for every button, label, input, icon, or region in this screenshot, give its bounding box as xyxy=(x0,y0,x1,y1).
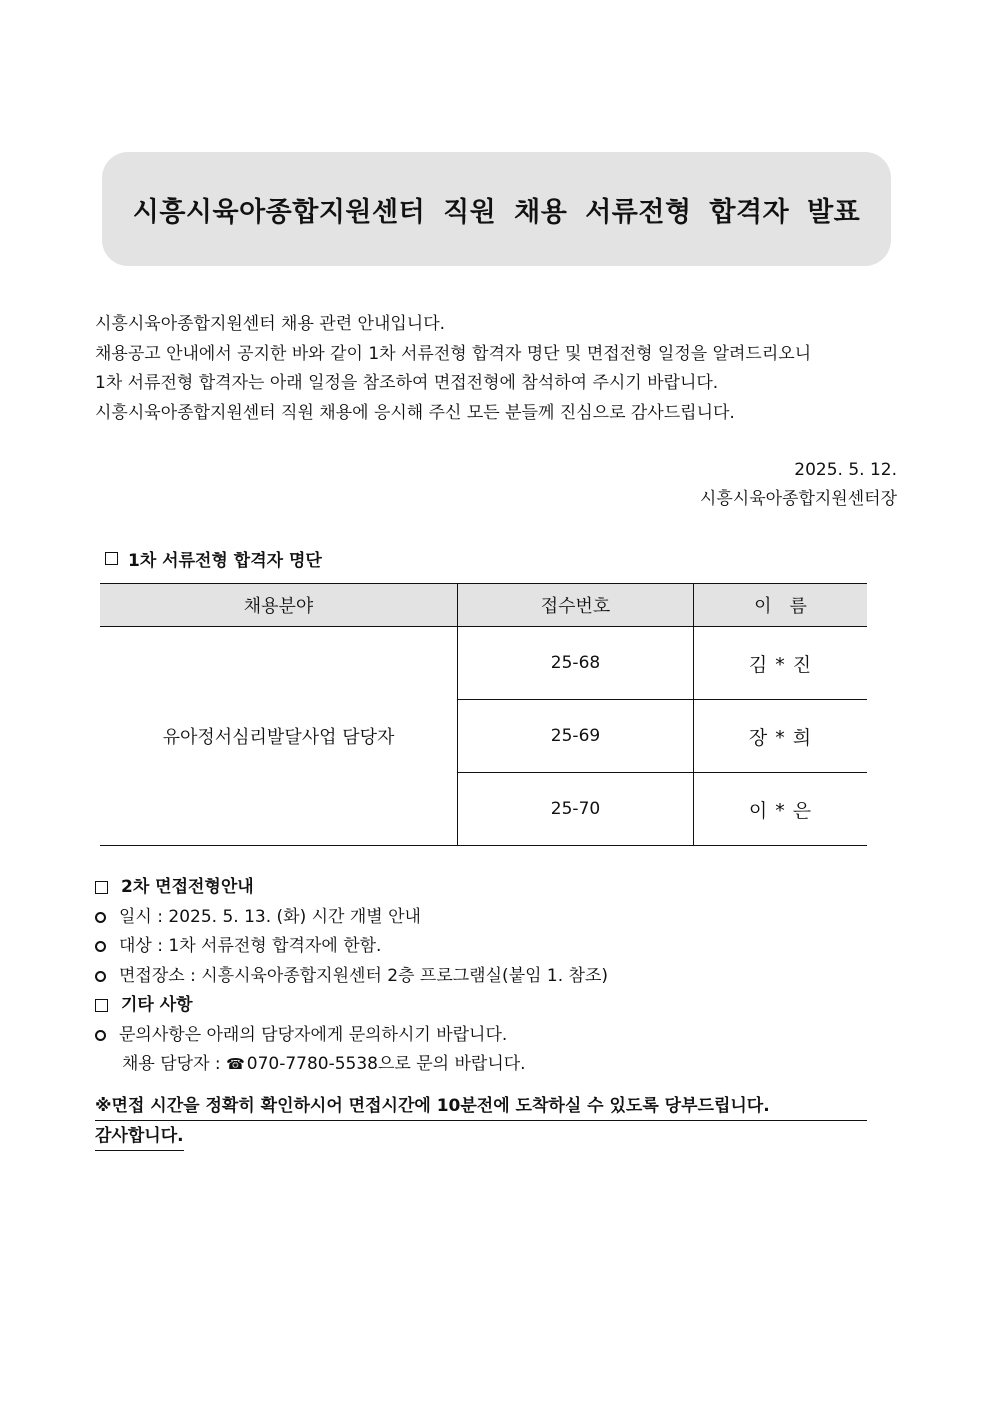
intro-line: 1차 서류전형 합격자는 아래 일정을 참조하여 면접전형에 참석하여 주시기 바랍니다. xyxy=(95,373,719,393)
interview-info xyxy=(95,873,608,1080)
intro-paragraph xyxy=(95,310,915,428)
title-banner xyxy=(102,152,891,266)
number-cell: 25-69 xyxy=(458,700,694,773)
checkbox-square-icon xyxy=(95,881,108,894)
list-item xyxy=(95,932,608,962)
table-header-row xyxy=(100,584,867,627)
issuer-name: 시흥시육아종합지원센터장 xyxy=(699,489,897,509)
closing-notice xyxy=(95,1093,867,1151)
list-item-text: 일시 : 2025. 5. 13. (화) 시간 개별 안내 xyxy=(119,906,421,927)
circle-bullet-icon xyxy=(95,1030,106,1041)
page-title: 시흥시육아종합지원센터 직원 채용 서류전형 합격자 발표 xyxy=(132,196,861,228)
results-table xyxy=(100,583,867,846)
section-heading-text: 기타 사항 xyxy=(121,995,193,1015)
section-heading-results xyxy=(105,546,322,571)
contact-line xyxy=(95,1050,608,1080)
list-item-text: 문의사항은 아래의 담당자에게 문의하시기 바랍니다. xyxy=(119,1024,508,1045)
issue-date: 2025. 5. 12. xyxy=(794,460,897,480)
contact-prefix: 채용 담당자 : xyxy=(122,1054,221,1074)
contact-phone: 070-7780-5538으로 문의 바랍니다. xyxy=(246,1054,526,1074)
intro-line: 시흥시육아종합지원센터 직원 채용에 응시해 주신 모든 분들께 진심으로 감사드립니다. xyxy=(95,402,735,423)
name-cell: 이 * 은 xyxy=(694,773,868,846)
circle-bullet-icon xyxy=(95,971,106,982)
intro-line: 채용공고 안내에서 공지한 바와 같이 1차 서류전형 합격자 명단 및 면접전형 일정을 알려드리오니 xyxy=(95,343,812,364)
list-item-text: 면접장소 : 시흥시육아종합지원센터 2층 프로그램실(붙임 1. 참조) xyxy=(119,965,608,986)
column-header-field: 채용분야 xyxy=(100,584,458,627)
section-heading-text: 1차 서류전형 합격자 명단 xyxy=(128,551,322,571)
list-item xyxy=(95,1021,608,1051)
field-cell: 유아정서심리발달사업 담당자 xyxy=(100,627,458,846)
column-header-name: 이 름 xyxy=(694,584,868,627)
circle-bullet-icon xyxy=(95,912,106,923)
intro-line: 시흥시육아종합지원센터 채용 관련 안내입니다. xyxy=(95,314,446,334)
circle-bullet-icon xyxy=(95,941,106,952)
signature-block xyxy=(700,456,897,514)
number-cell: 25-70 xyxy=(458,773,694,846)
table-row xyxy=(100,627,867,700)
name-cell: 김 * 진 xyxy=(694,627,868,700)
section-heading-other xyxy=(95,991,608,1021)
name-cell: 장 * 희 xyxy=(694,700,868,773)
checkbox-square-icon xyxy=(105,552,118,565)
notice-line: ※면접 시간을 정확히 확인하시어 면접시간에 10분전에 도착하실 수 있도록 당부드립니다. xyxy=(95,1093,867,1121)
number-cell: 25-68 xyxy=(458,627,694,700)
notice-thanks: 감사합니다. xyxy=(95,1123,184,1151)
section-heading-text: 2차 면접전형안내 xyxy=(121,877,254,897)
list-item-text: 대상 : 1차 서류전형 합격자에 한함. xyxy=(119,936,382,956)
section-heading-interview xyxy=(95,873,608,903)
list-item xyxy=(95,962,608,992)
phone-icon: ☎ xyxy=(226,1055,245,1073)
list-item xyxy=(95,903,608,933)
column-header-number: 접수번호 xyxy=(458,584,694,627)
checkbox-square-icon xyxy=(95,999,108,1012)
